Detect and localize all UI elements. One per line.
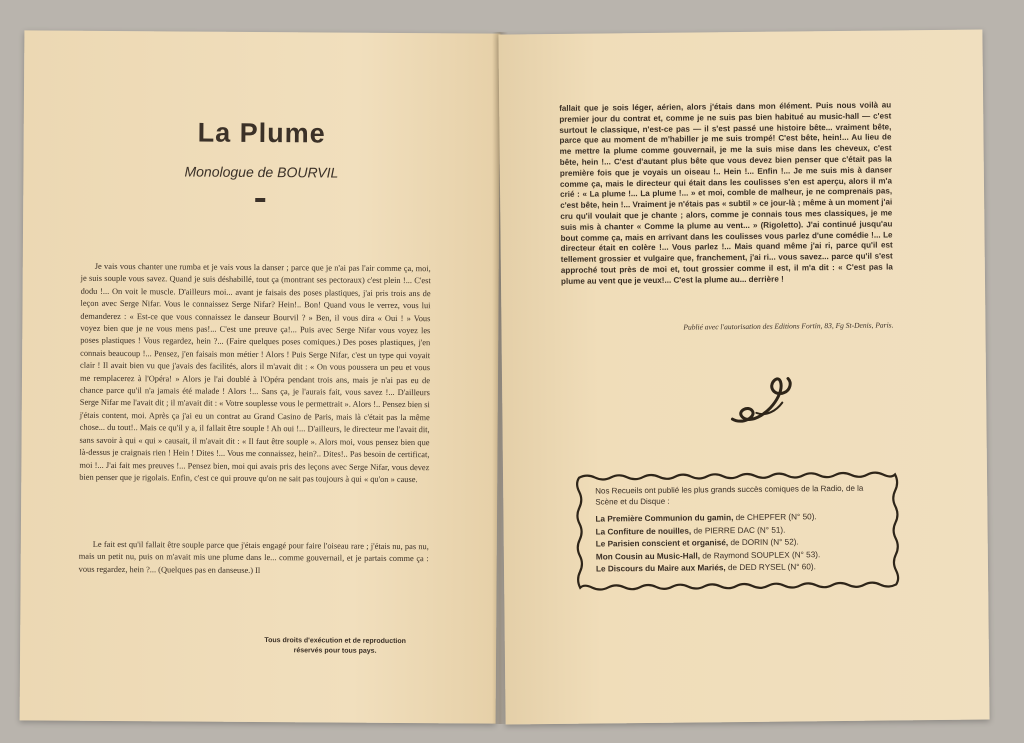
page-title: La Plume (197, 117, 326, 149)
left-page (20, 30, 501, 723)
rights-line-1: Tous droits d'exécution et de reproduction (264, 637, 406, 646)
recording-author: de DORIN (N° 52). (728, 537, 799, 548)
paragraph-text: Le fait est qu'il fallait être souple parce que j'étais engagé pour faire l'oiseau rare ; j'étais nu, pas nu, mais un petit nu, puis on m'avait mis une plume dans le... comme gouvernail, et je partais comme ça : vous regardez, hein ?... (Quelques pas en danseuse.) Il (78, 539, 429, 575)
right-page (498, 29, 989, 724)
collection-content (595, 483, 886, 577)
recording-title: Le Discours du Maire aux Mariés, (595, 563, 726, 574)
paragraph-text: Je vais vous chanter une rumba et je vais vous la danser ; parce que je n'ai pas l'air comme ça, moi, je suis souple vous savez. Quand je suis déshabillé, tout ça (montrant ses pectoraux) c'est plein !... C'est dodu !... On voit le muscle. D'ailleurs moi... avant je faisais des poses plastiques, j'ai pris trois ans de leçon avec Serge Nifar. Vous le connaissez Serge Nifar? Hein!.. Bon! Quand vous le verrez, vous lui demanderez : « Est-ce que vous connaissez le danseur Bourvil ? » Ben, il vous dira « Oui ! » Vous voyez bien que je ne vous mens pas!... C'est une preuve ça!... Puis avec Serge Nifar vous voyez les poses plastiques ! Vous regardez, hein ?... (Faire quelques poses comiques.) Des poses plastiques, j'en connais beaucoup !... Pensez, j'en faisais mon métier ! Alors ! Puis Serge Nifar, c'est un type qui voyait clair ! Il avait bien vu que j'avais des facilités, alors il m'avait dit : « On vous poussera un peu et vous me remplacerez à l'Opéra! » Alors je l'ai doublé à l'Opéra pendant trois ans, mais je n'ai pas eu de chance parce qu'il n'a jamais été malade ! Alors !... Sans ça, je l'aurais fait, vous savez !... D'ailleurs Serge Nifar me l'avait dit ; il m'avait dit : « Votre souplesse vous le permettrait ». Alors !.. Pensez bien si j'étais content, moi. Après ça j'ai eu un contrat au Grand Casino de Paris, mais là c'était pas la même chose... du tout!.. Mais ce qu'il y a, il fallait être souple ! Ah oui !... D'ailleurs, le directeur me l'avait dit, sans savoir à qui « qui » causait, il m'avait dit : « Il faut être souple ». Alors moi, vous pensez bien que là-dessus je craignais rien ! Hein ! Dites !... Vous me connaissez, hein?.. Dites!.. Pas besoin de certificat, moi !... J'ai fait mes preuves !... Pensez bien, moi qui avais pris des leçons avec Serge Nifar, vous devez bien penser que je rigolais. Enfin, c'est ce qui prouve qu'on ne sait pas toujours à qui « qu'on » cause. (79, 261, 431, 485)
open-booklet (22, 32, 1012, 732)
recording-title: La Confiture de nouilles, (595, 526, 692, 537)
recording-title: Le Parisien conscient et organisé, (595, 538, 729, 549)
recording-title: Mon Cousin au Music-Hall, (595, 550, 701, 562)
publisher-credit: Publié avec l'autorisation des Editions Fortin, 83, Fg St-Denis, Paris. (683, 320, 894, 332)
recording-author: de DED RYSEL (N° 60). (725, 562, 816, 573)
recording-title: La Première Communion du gamin, (595, 513, 734, 524)
recording-author: de PIERRE DAC (N° 51). (691, 525, 786, 536)
monologue-continuation (559, 100, 893, 287)
flourish-ornament-icon (722, 366, 803, 427)
recording-author: de CHEPFER (N° 50). (733, 512, 817, 523)
collection-intro: Nos Recueils ont publié les plus grands succès comiques de la Radio, de la Scène et du Disque : (595, 483, 864, 507)
title-ornament (255, 198, 265, 202)
rights-line-2: réservés pour tous pays. (293, 647, 377, 655)
monologue-paragraph-1 (79, 261, 431, 487)
monologue-paragraph-2 (79, 539, 429, 579)
page-subtitle: Monologue de BOURVIL (184, 163, 339, 181)
rights-notice (240, 636, 430, 657)
recording-author: de Raymond SOUPLEX (N° 53). (699, 549, 821, 560)
collection-box (575, 470, 900, 591)
paragraph-text: fallait que je sois léger, aérien, alors j'étais dans mon élément. Puis nous voilà au premier jour du contrat et, comme je ne suis pas bien habitué au music-hall — c'est surtout le classique, n'est-ce pas — il s'est passé une histoire bête... vraiment bête, parce que au moment de m'habiller je me suis trompé! C'est bête, hein!... Au lieu de me mettre la plume comme gouvernail, je me la suis mise dans les cheveux, c'est bête, hein !... C'est d'autant plus bête que vous devez bien penser que c'était pas la première fois que je voyais un oiseau !.. Hein !... Enfin !... Je me suis mis à danser comme ça, mais le directeur qui était dans les coulisses s'en est aperçu, alors il m'a crié : « La plume !... La plume !... » et moi, comble de malheur, je ne comprenais pas, c'est bête, hein !... Vraiment je n'étais pas « subtil » ce jour-là ; même à un moment j'ai cru qu'il voulait que je chante ; alors, comme je connais tous mes classiques, je me suis mis à chanter « Comme la plume au vent... » (Rigoletto). J'ai continué jusqu'au bout comme ça, mais en arrivant dans les coulisses vous parlez d'une comédie !... Le directeur était en colère !... Vous parlez !... Mais quand même j'ai ri, parce qu'il est tellement grossier et vulgaire que, franchement, j'ai ri... vous savez... parce qu'il s'est approché tout près de moi et, tout grossier comme il est, il m'a dit : « C'est pas la plume au vent que je veux!... C'est la plume au... derrière ! (559, 100, 893, 286)
